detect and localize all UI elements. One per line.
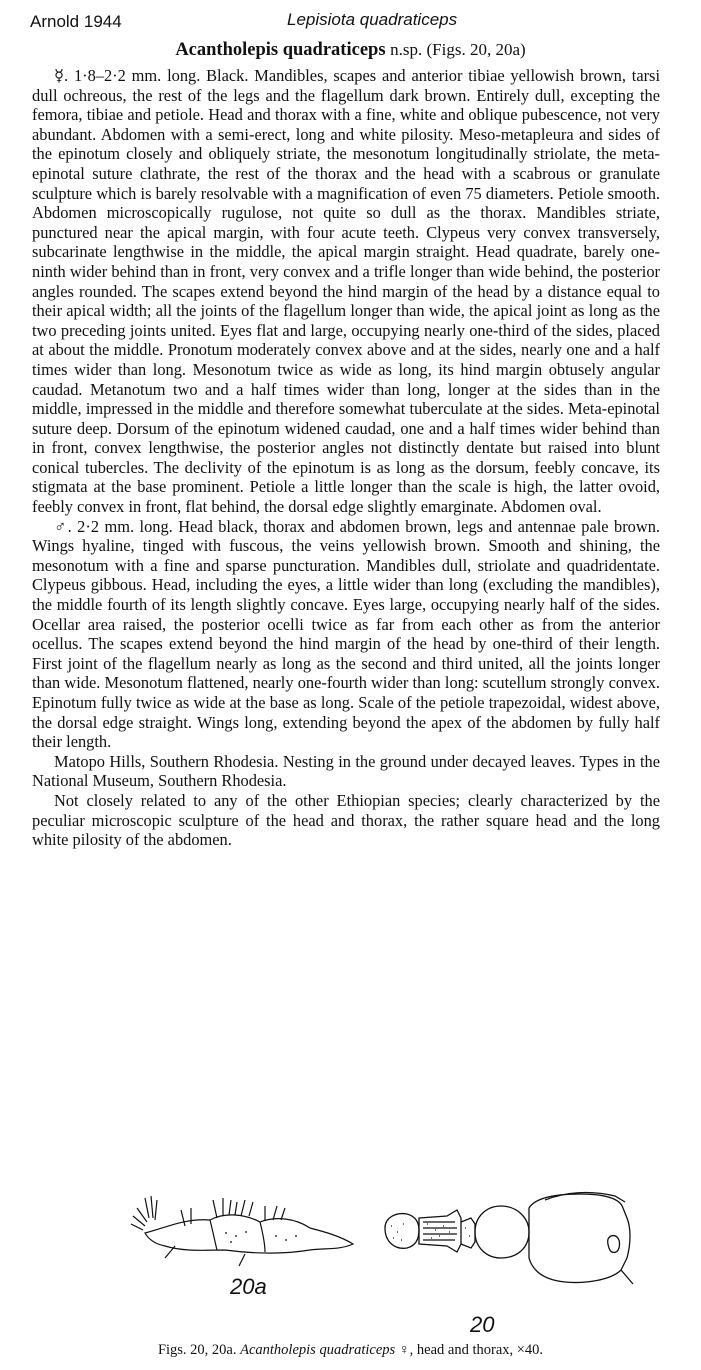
species-title-suffix: n.sp. (Figs. 20, 20a): [390, 40, 526, 59]
description-body: [32, 66, 660, 850]
running-head-taxon: Lepisiota quadraticeps: [287, 10, 458, 29]
caption-species: Acantholepis quadraticeps: [240, 1342, 396, 1358]
caption-suffix: , head and thorax, ×40.: [409, 1342, 544, 1358]
figure-20a-label: 20a: [230, 1274, 267, 1299]
caption-prefix: Figs. 20, 20a.: [157, 1342, 237, 1358]
running-head-author: Arnold 1944: [30, 12, 122, 31]
species-title: [0, 40, 701, 61]
figure-area: [120, 1188, 650, 1338]
figure-caption: [0, 1342, 701, 1359]
remarks-paragraph: Not closely related to any of the other Ethiopian species; clearly characterized by the peculiar microscopic sculpture of the head and thorax, the rather square head and the long white pilosity of the abdomen.: [32, 790, 660, 850]
figure-20-label: 20: [470, 1312, 495, 1337]
figure-20-drawing: [375, 1188, 645, 1313]
caption-sex-symbol: ♀: [398, 1342, 410, 1358]
male-description: ♂. 2·2 mm. long. Head black, thorax and abdomen brown, legs and antennae pale brown. Wings hyaline, tinged with fuscous, the veins yellowish brown. Smooth and shining, the mesonotum with a fine and sparse puncturation. Mandibles dull, striolate and quadridentate. Clypeus gibbous. Head, including the eyes, a little wider than long (excluding the mandibles), the middle fourth of its length slightly concave. Eyes large, occupying nearly half of the sides. Ocellar area raised, the posterior ocelli twice as far from each other as from the anterior ocellus. The scapes extend beyond the hind margin of the head by one-third of their length. First joint of the flagellum nearly as long as the second and third united, all the joints longer than wide. Mesonotum flattened, nearly one-fourth wider than long: scutellum strongly convex. Epinotum fully twice as wide at the base as long. Scale of the petiole trapezoidal, widest above, the dorsal edge straight. Wings long, extending beyond the apex of the abdomen by fully half their length.: [32, 516, 660, 752]
locality-paragraph: Matopo Hills, Southern Rhodesia. Nesting in the ground under decayed leaves. Types in the National Museum, Southern Rhodesia.: [32, 751, 660, 791]
species-name: Acantholepis quadraticeps: [175, 40, 386, 60]
worker-description: ☿. 1·8–2·2 mm. long. Black. Mandibles, scapes and anterior tibiae yellowish brown, tarsi dull ochreous, the rest of the legs and the flagellum dark brown. Entirely dull, excepting the femora, tibiae and petiole. Head and thorax with a fine, white and oblique pubescence, not very abundant. Abdomen with a semi-erect, long and white pilosity. Meso-metapleura and sides of the epinotum closely and obliquely striate, the mesonotum longitudinally striolate, the meta-epinotal suture clathrate, the rest of the thorax and the head with a scabrous or granulate sculpture which is barely resolvable with a magnification of even 75 diameters. Petiole smooth. Abdomen microscopically rugulose, not quite so dull as the thorax. Mandibles striate, punctured near the apical margin, with four acute teeth. Clypeus very convex transversely, subcarinate lengthwise in the middle, the apical margin straight. Head quadrate, barely one-ninth wider behind than in front, very convex and a trifle longer than wide behind, the posterior angles rounded. The scapes extend beyond the hind margin of the head by a distance equal to their apical width; all the joints of the flagellum longer than wide, the apical joint as long as the two preceding joints united. Eyes flat and large, occupying nearly one-third of the sides, placed at about the middle. Pronotum moderately convex above and at the sides, nearly one and a half times wider than long. Mesonotum twice as wide as long, its hind margin obtusely angular caudad. Metanotum two and a half times wider than long, longer at the sides than in the middle, impressed in the middle and therefore somewhat tuberculate at the sides. Meta-epinotal suture deep. Dorsum of the epinotum widened caudad, one and a half times wider behind than in front, convex lengthwise, the posterior angles not distinctly dentate but raised into blunt conical tubercles. The declivity of the epinotum is as long as the dorsum, feebly concave, its stigmata at the base prominent. Petiole a little longer than the scale is high, the latter ovoid, feebly convex in front, flat behind, the dorsal edge slightly emarginate. Abdomen oval.: [32, 66, 660, 517]
figure-20a-drawing: [125, 1188, 365, 1273]
